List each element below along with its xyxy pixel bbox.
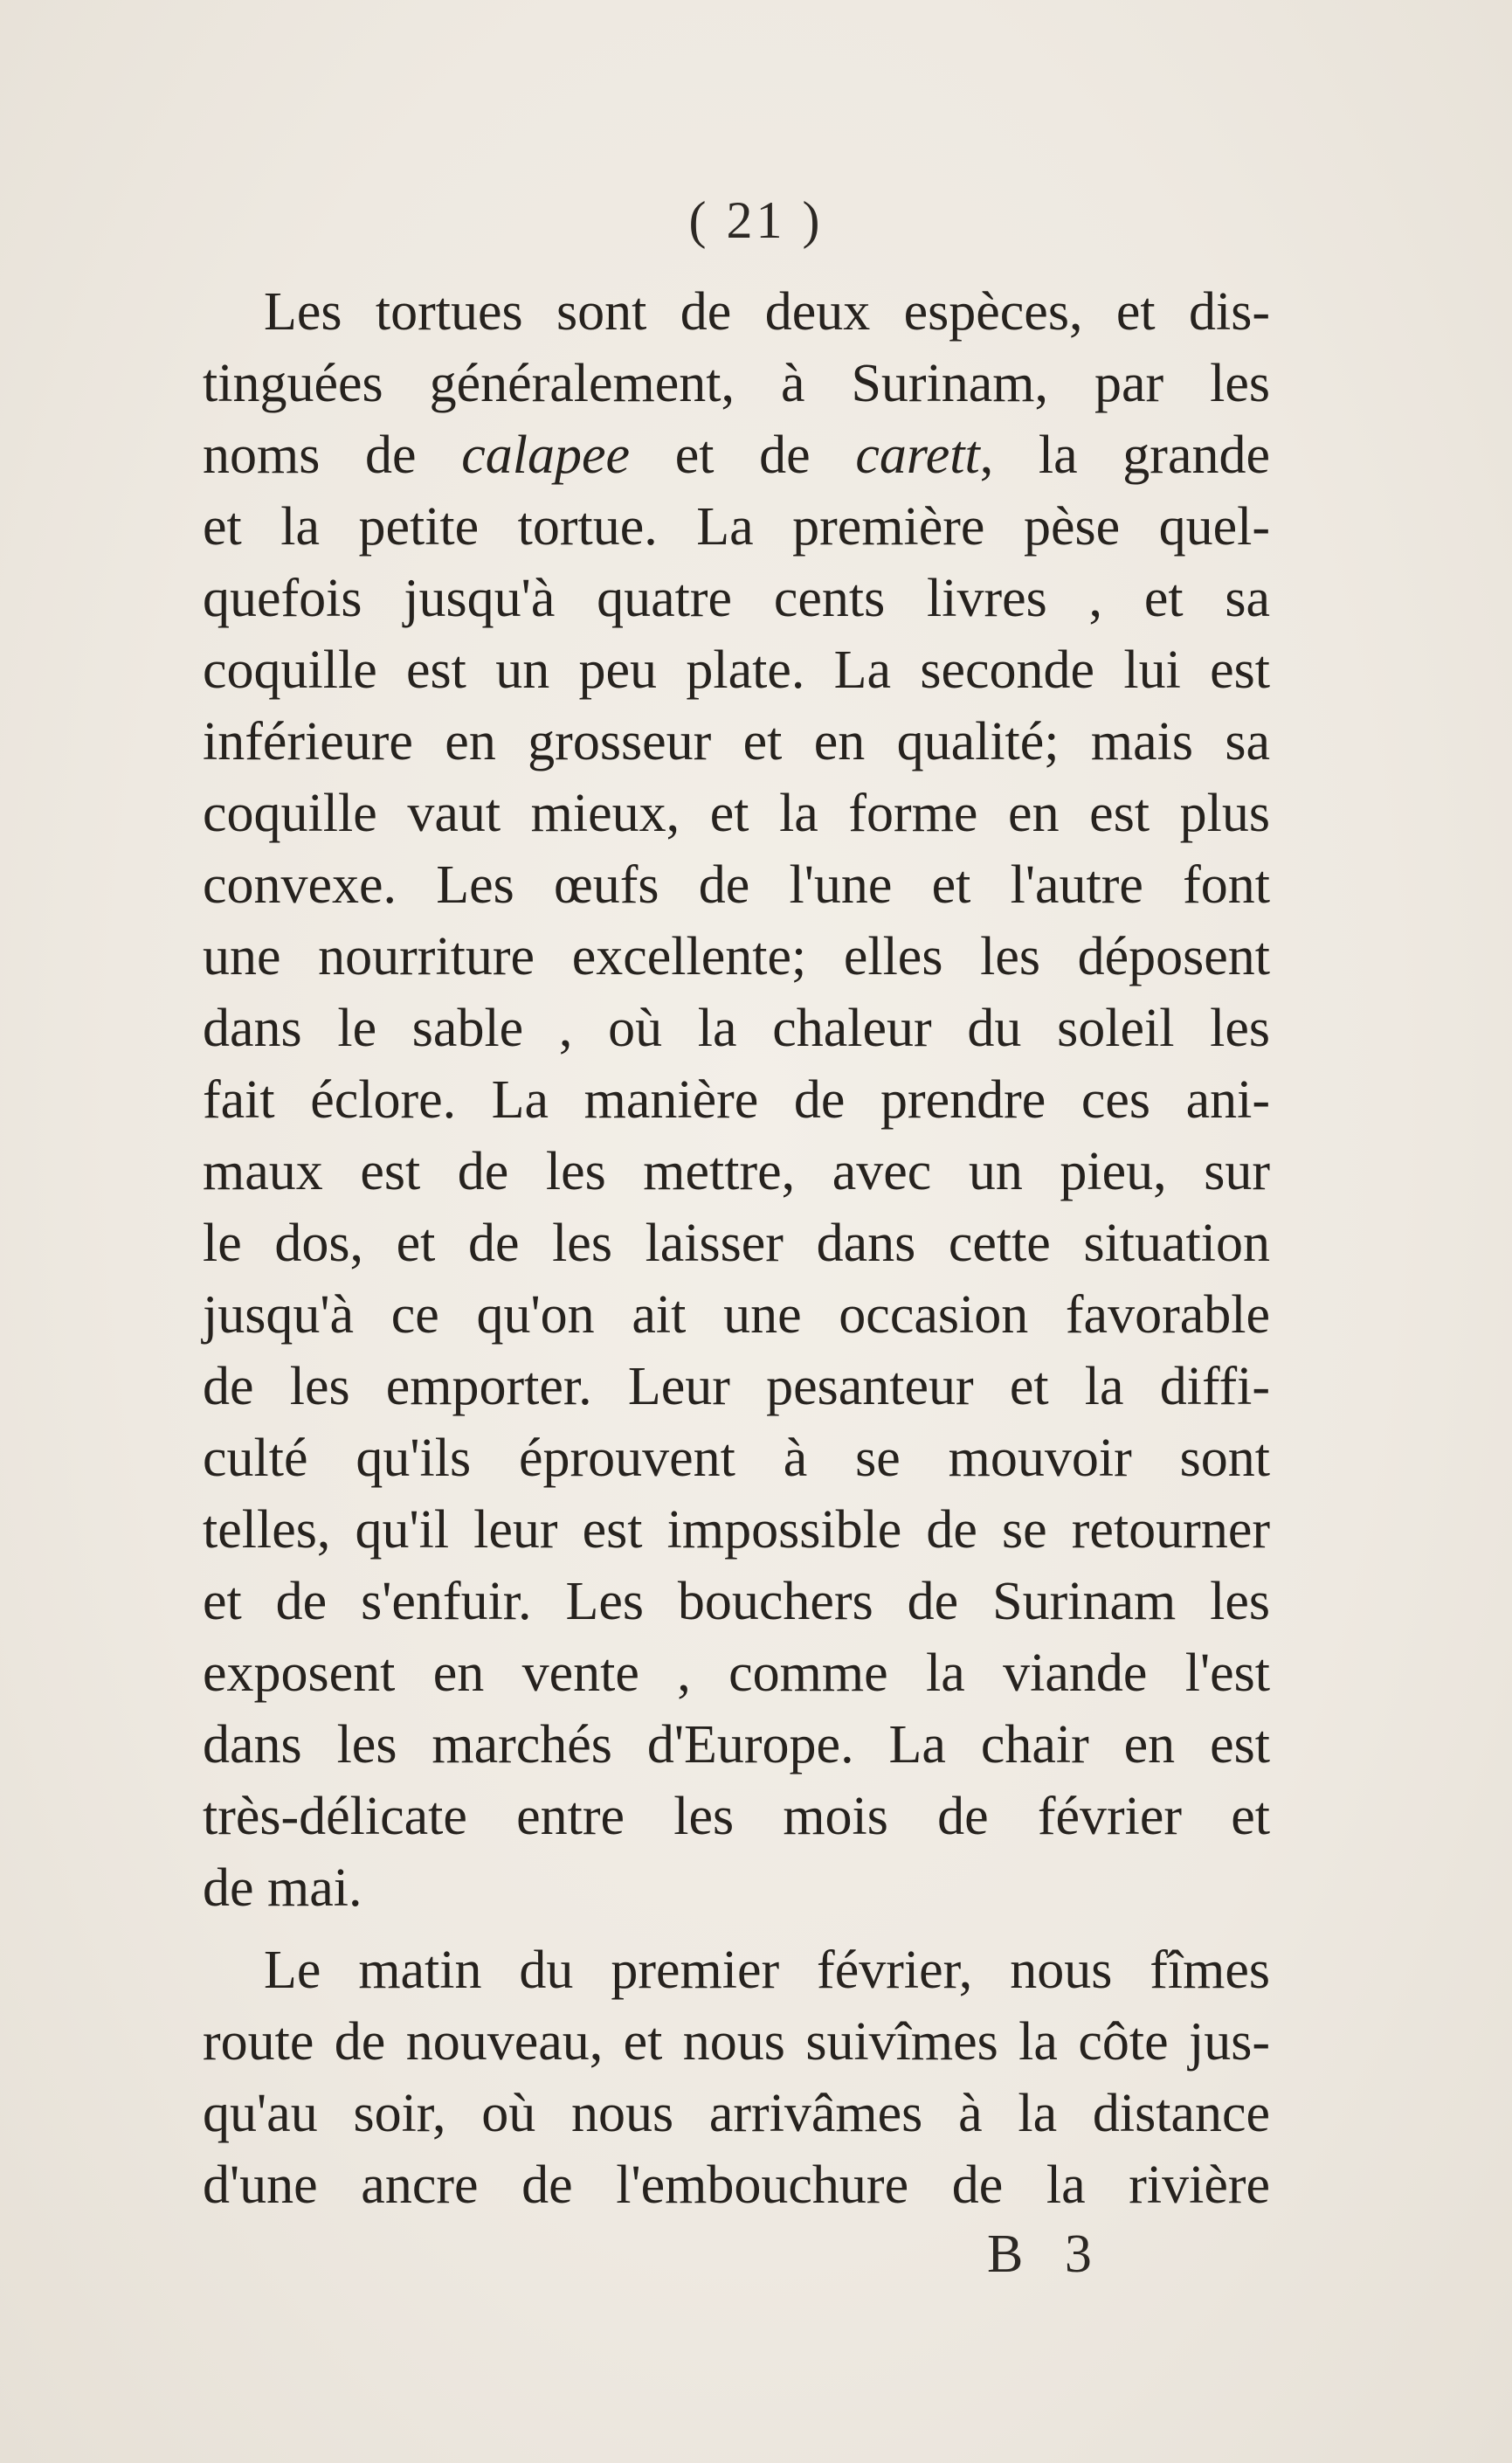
text-line: convexe. Les œufs de l'une et l'autre font xyxy=(203,855,1270,915)
text-line: une nourriture excellente; elles les déposent xyxy=(203,927,1270,986)
text-line: quefois jusqu'à quatre cents livres , et sa xyxy=(203,569,1270,628)
italic-term: carett xyxy=(855,425,980,485)
text-line: maux est de les mettre, avec un pieu, sur xyxy=(203,1142,1270,1201)
italic-term: calapee xyxy=(461,425,631,485)
text-line: Le matin du premier février, nous fîmes xyxy=(264,1941,1270,2000)
text-line: coquille est un peu plate. La seconde lui est xyxy=(203,640,1270,700)
text-line: de mai. xyxy=(203,1858,362,1918)
text-line: très-délicate entre les mois de février et xyxy=(203,1787,1270,1846)
text-line: et la petite tortue. La première pèse quel- xyxy=(203,497,1270,557)
signature-mark: B 3 xyxy=(987,2224,1106,2284)
text-line: dans les marchés d'Europe. La chair en est xyxy=(203,1715,1270,1775)
text-line: fait éclore. La manière de prendre ces ani- xyxy=(203,1070,1270,1130)
text-line: coquille vaut mieux, et la forme en est plus xyxy=(203,784,1270,843)
text-line: d'une ancre de l'embouchure de la rivière xyxy=(203,2155,1270,2215)
text-line: Les tortues sont de deux espèces, et dis- xyxy=(264,282,1270,342)
body-text xyxy=(203,276,1270,2221)
text-line: et de s'enfuir. Les bouchers de Surinam les xyxy=(203,1572,1270,1631)
text-line: culté qu'ils éprouvent à se mouvoir sont xyxy=(203,1429,1270,1488)
text-line: jusqu'à ce qu'on ait une occasion favorable xyxy=(203,1285,1270,1345)
paragraph-gap xyxy=(203,1924,1270,1934)
text-line: de les emporter. Leur pesanteur et la diffi- xyxy=(203,1357,1270,1416)
text-line: tinguées généralement, à Surinam, par les xyxy=(203,354,1270,413)
text-line: dans le sable , où la chaleur du soleil les xyxy=(203,999,1270,1058)
text-line: qu'au soir, où nous arrivâmes à la distance xyxy=(203,2084,1270,2143)
text-line: telles, qu'il leur est impossible de se retourner xyxy=(203,1500,1270,1560)
text-line-with-italics: noms de calapee et de carett, la grande xyxy=(203,425,1270,485)
text-line: route de nouveau, et nous suivîmes la côte jus- xyxy=(203,2012,1270,2072)
page-number: ( 21 ) xyxy=(688,191,824,249)
text-line: le dos, et de les laisser dans cette situation xyxy=(203,1214,1270,1273)
text-line: exposent en vente , comme la viande l'est xyxy=(203,1643,1270,1703)
text-line: inférieure en grosseur et en qualité; mais sa xyxy=(203,712,1270,771)
